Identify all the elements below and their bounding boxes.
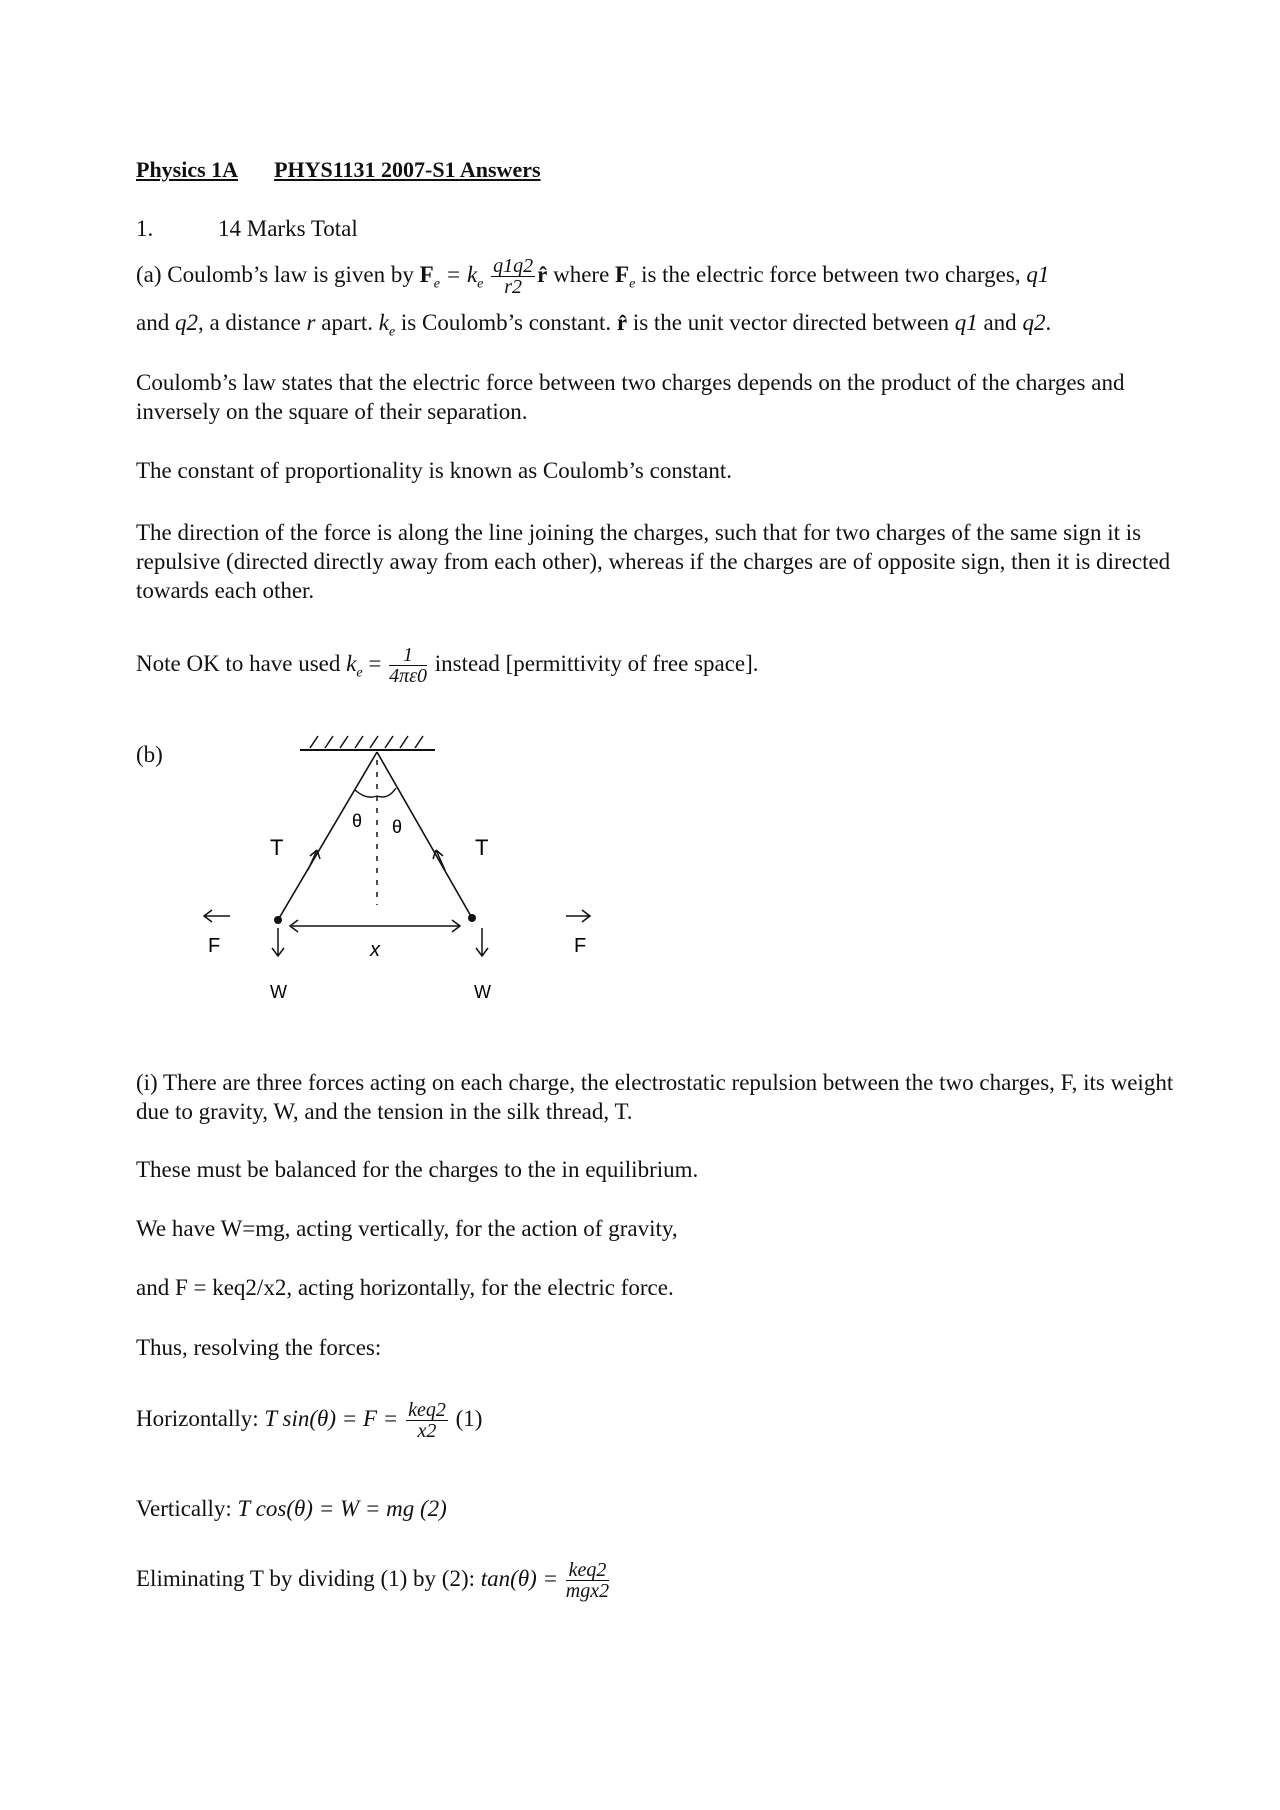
- horizontal-fraction: [406, 1400, 448, 1441]
- text: and: [136, 310, 175, 335]
- text: , a distance: [197, 310, 307, 335]
- theta-left: θ: [352, 811, 363, 831]
- unit-vector-2: r̂: [616, 310, 628, 335]
- q2-symbol-2: q2: [1022, 310, 1046, 335]
- page-header: [136, 155, 1186, 185]
- text: Vertically:: [136, 1496, 238, 1521]
- coulomb-law-line: (a) Coulomb’s law is given by $F_e = k_e$ $\frac{q1q2}{r2}$ r̂ where $F_e$ is the electric force between two charges, q1: [136, 255, 1050, 298]
- text: keq2: [408, 1399, 446, 1421]
- part-b-label: (b): [136, 742, 163, 767]
- text: and: [977, 310, 1023, 335]
- coulomb-intro: (a) Coulomb’s law is given by: [136, 261, 414, 287]
- text: x2: [417, 1420, 437, 1442]
- text: keq2: [566, 1560, 609, 1581]
- text: Eliminating T by dividing (1) by (2):: [136, 1565, 481, 1591]
- text: T cos(θ) = W = mg (2): [237, 1496, 447, 1521]
- text: apart.: [315, 310, 379, 335]
- right-electric-arrow: [566, 910, 590, 922]
- force-symbol: F: [419, 261, 434, 287]
- r-symbol: r: [306, 310, 316, 335]
- coulomb-fraction: [491, 256, 535, 297]
- right-charge: [468, 914, 476, 922]
- q1-symbol-2: q1: [954, 310, 978, 335]
- forces-description: (i) There are three forces acting on each charge, the electrostatic repulsion between the two charges, F, its weight due to gravity, W, and the tension in the silk thread, T.: [136, 1070, 1174, 1124]
- where-text: where: [547, 261, 616, 287]
- text: instead [permittivity of free space].: [428, 650, 759, 676]
- text: .: [1045, 310, 1052, 335]
- force-description: is the electric force between two charges,: [635, 261, 1027, 287]
- question-1-heading: [136, 214, 1186, 244]
- left-weight-arrow: [272, 928, 284, 956]
- fraction-numerator: q1q2: [493, 255, 534, 277]
- permittivity-fraction: [389, 645, 427, 686]
- coulomb-statement: Coulomb’s law states that the electric force between two charges depends on the product of the charges and inversely on the square of their separation.: [136, 370, 1125, 424]
- text: 4πε0: [389, 665, 427, 687]
- left-angle-arc: [355, 790, 377, 797]
- left-thread: [278, 752, 377, 920]
- left-charge: [274, 916, 282, 924]
- text: =: [362, 650, 388, 676]
- theta-right: θ: [392, 817, 403, 837]
- tan-fraction: [566, 1560, 609, 1601]
- weight-right-label: W: [474, 982, 491, 1002]
- horizontal-equation: [136, 1400, 1186, 1441]
- right-angle-arc: [377, 788, 396, 797]
- q1-symbol: q1: [1026, 261, 1050, 287]
- force-diagram: [190, 730, 630, 1010]
- permittivity-note: Note OK to have used $k_e$ = $\frac{1}{4\pi\varepsilon 0}$ instead [permittivity of free space].: [136, 644, 759, 687]
- ke-symbol: k: [378, 310, 389, 335]
- text: 1: [389, 645, 427, 666]
- left-electric-arrow: [204, 910, 230, 922]
- eq-ke: = k: [439, 261, 478, 287]
- unit-vector: r̂: [537, 261, 548, 287]
- ke-symbol: k: [346, 650, 357, 676]
- electric-left-label: F: [208, 935, 221, 957]
- text: Horizontally:: [136, 1405, 265, 1431]
- direction-statement: The direction of the force is along the line joining the charges, such that for two charges of the same sign it is repulsive (directed directly away from each other), whereas if the charges are of opposite sign, then it is directed towards each other.: [136, 520, 1171, 603]
- coulomb-definitions-line: and q2, a distance r apart. $k_e$ is Coulomb’s constant. r̂ is the unit vector directed between q1 and q2.: [136, 310, 1052, 340]
- course-title: Physics 1A: [136, 157, 239, 182]
- constant-statement: The constant of proportionality is known as Coulomb’s constant.: [136, 458, 733, 483]
- sub-e: e: [433, 276, 440, 292]
- q2-symbol: q2: [174, 310, 198, 335]
- tension-left-label: T: [270, 835, 284, 860]
- separation-label: x: [370, 939, 380, 961]
- text: T sin(θ) = F =: [264, 1405, 405, 1431]
- equilibrium-statement: These must be balanced for the charges to the in equilibrium.: [136, 1157, 699, 1182]
- resolving-statement: Thus, resolving the forces:: [136, 1335, 382, 1360]
- text: Note OK to have used: [136, 650, 347, 676]
- electric-right-label: F: [574, 935, 587, 957]
- fraction-denominator: r2: [504, 276, 523, 298]
- weight-left-label: W: [270, 982, 287, 1002]
- vertical-equation: [136, 1494, 1186, 1524]
- text: (1): [449, 1405, 483, 1431]
- text: is Coulomb’s constant.: [395, 310, 617, 335]
- tension-right-label: T: [475, 835, 489, 860]
- electric-force-statement: and F = keq2/x2, acting horizontally, for the electric force.: [136, 1275, 674, 1300]
- course-code: PHYS1131 2007-S1 Answers: [274, 157, 541, 182]
- force-symbol-2: F: [615, 261, 630, 287]
- elimination-equation: [136, 1560, 1186, 1601]
- text: tan(θ) =: [480, 1565, 564, 1591]
- right-weight-arrow: [476, 928, 488, 956]
- question-number: 1.: [136, 216, 154, 241]
- marks-total: 14 Marks Total: [218, 216, 358, 241]
- ceiling-hatch: [310, 736, 423, 748]
- weight-statement: We have W=mg, acting vertically, for the action of gravity,: [136, 1216, 678, 1241]
- text: mgx2: [565, 1580, 610, 1602]
- text: is the unit vector directed between: [627, 310, 955, 335]
